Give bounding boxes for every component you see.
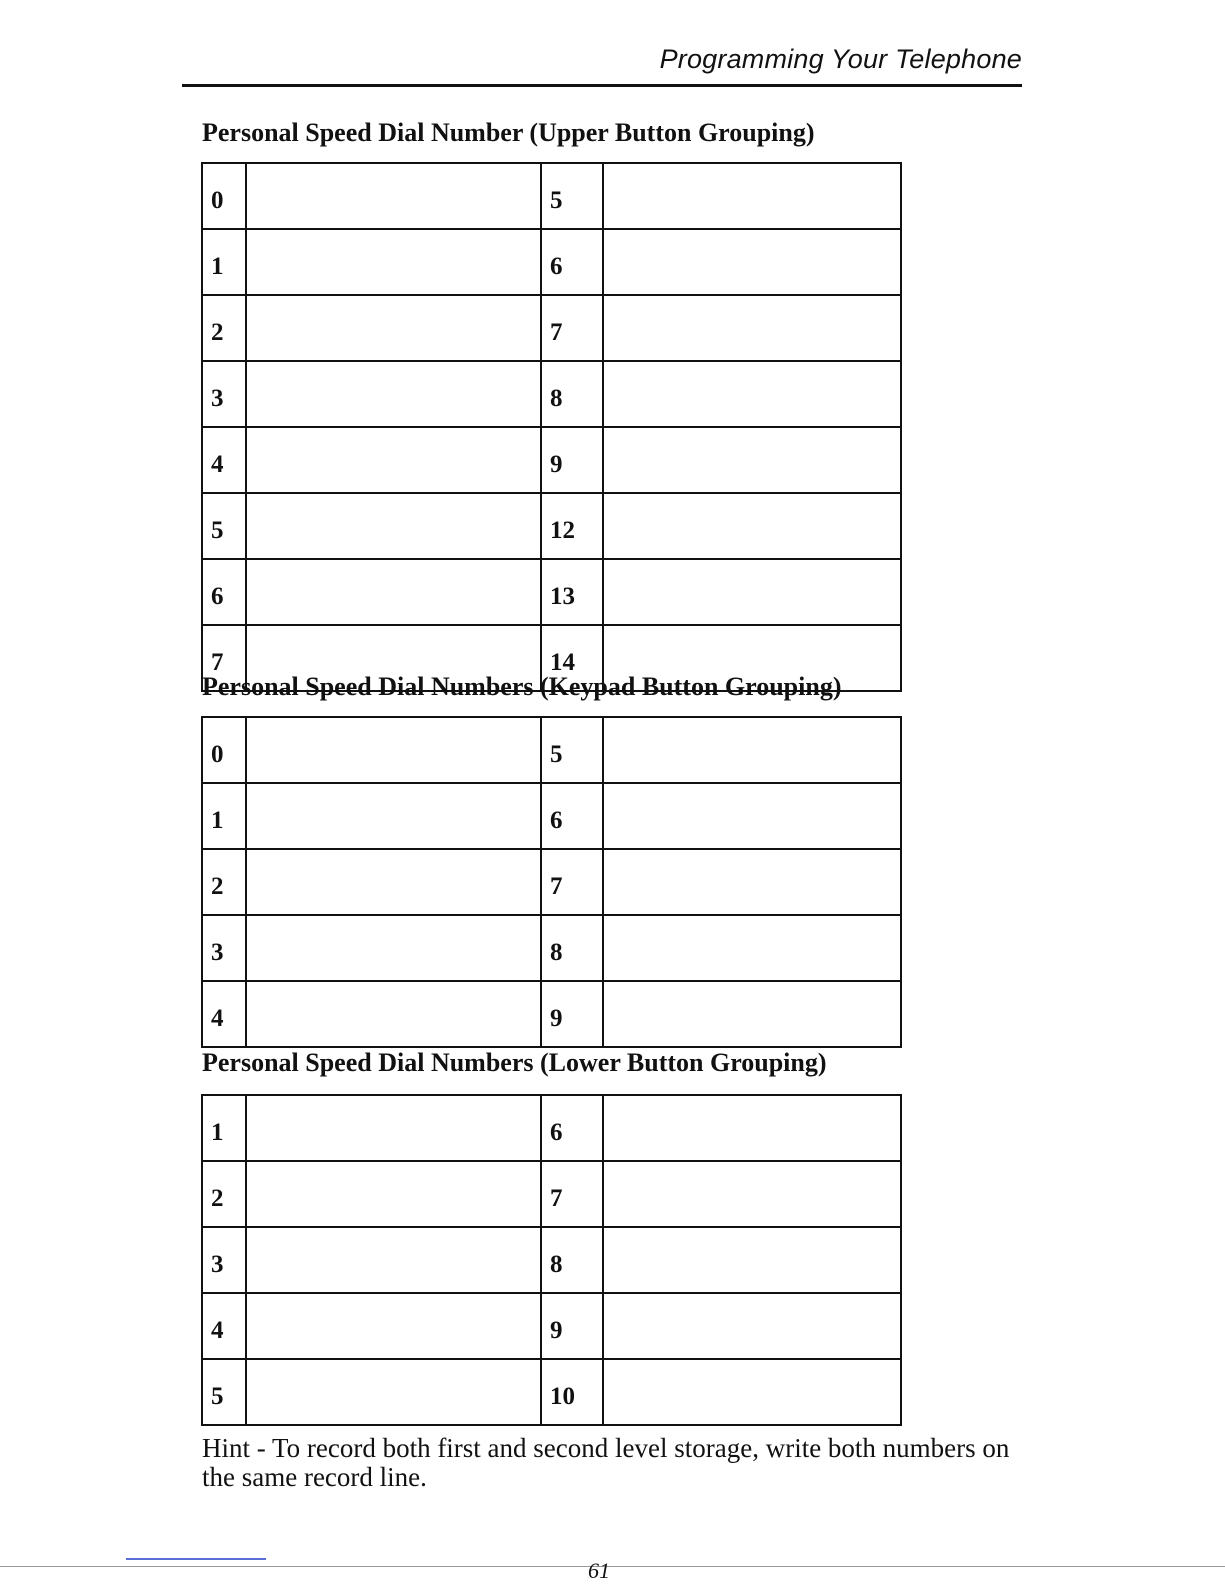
entry-field[interactable]: [603, 717, 901, 783]
header-rule: [182, 84, 1022, 87]
entry-field[interactable]: [603, 361, 901, 427]
slot-number: 7: [202, 625, 246, 691]
speed-dial-table-keypad: [201, 716, 902, 1048]
table-row: [202, 493, 901, 559]
entry-field[interactable]: [246, 559, 541, 625]
footer-rule: [0, 1566, 1225, 1567]
slot-number: 1: [202, 1095, 246, 1161]
entry-field[interactable]: [246, 717, 541, 783]
slot-number: 6: [541, 1095, 603, 1161]
slot-number: 4: [202, 981, 246, 1047]
entry-field[interactable]: [246, 1227, 541, 1293]
entry-field[interactable]: [246, 1161, 541, 1227]
slot-number: 0: [202, 717, 246, 783]
slot-number: 6: [202, 559, 246, 625]
slot-number: 8: [541, 361, 603, 427]
slot-number: 7: [541, 295, 603, 361]
slot-number: 5: [541, 163, 603, 229]
slot-number: 7: [541, 1161, 603, 1227]
entry-field[interactable]: [603, 295, 901, 361]
slot-number: 4: [202, 1293, 246, 1359]
table-row: [202, 229, 901, 295]
table-row: [202, 915, 901, 981]
slot-number: 8: [541, 915, 603, 981]
slot-number: 13: [541, 559, 603, 625]
table-row: [202, 1359, 901, 1425]
slot-number: 8: [541, 1227, 603, 1293]
table-row: [202, 717, 901, 783]
table-row: [202, 559, 901, 625]
slot-number: 2: [202, 1161, 246, 1227]
slot-number: 4: [202, 427, 246, 493]
entry-field[interactable]: [246, 229, 541, 295]
speed-dial-table-lower: [201, 1094, 902, 1426]
entry-field[interactable]: [603, 1359, 901, 1425]
entry-field[interactable]: [603, 493, 901, 559]
slot-number: 6: [541, 783, 603, 849]
section-heading-keypad: Personal Speed Dial Numbers (Keypad Button Grouping): [202, 672, 842, 701]
slot-number: 12: [541, 493, 603, 559]
slot-number: 2: [202, 849, 246, 915]
footer-rule-accent: [126, 1558, 266, 1560]
entry-field[interactable]: [246, 427, 541, 493]
slot-number: 5: [202, 1359, 246, 1425]
table-row: [202, 1161, 901, 1227]
slot-number: 10: [541, 1359, 603, 1425]
table-row: [202, 849, 901, 915]
table-row: [202, 295, 901, 361]
entry-field[interactable]: [603, 229, 901, 295]
entry-field[interactable]: [603, 559, 901, 625]
slot-number: 9: [541, 427, 603, 493]
entry-field[interactable]: [603, 427, 901, 493]
slot-number: 1: [202, 229, 246, 295]
table-row: [202, 1293, 901, 1359]
speed-dial-table-upper: [201, 162, 902, 692]
entry-field[interactable]: [603, 1293, 901, 1359]
slot-number: 6: [541, 229, 603, 295]
slot-number: 1: [202, 783, 246, 849]
entry-field[interactable]: [246, 849, 541, 915]
slot-number: 2: [202, 295, 246, 361]
entry-field[interactable]: [246, 295, 541, 361]
table-row: [202, 361, 901, 427]
entry-field[interactable]: [246, 1359, 541, 1425]
table-row: [202, 1095, 901, 1161]
slot-number: 5: [541, 717, 603, 783]
entry-field[interactable]: [603, 783, 901, 849]
entry-field[interactable]: [603, 849, 901, 915]
entry-field[interactable]: [603, 1161, 901, 1227]
entry-field[interactable]: [246, 915, 541, 981]
slot-number: 3: [202, 361, 246, 427]
slot-number: 0: [202, 163, 246, 229]
entry-field[interactable]: [603, 1095, 901, 1161]
entry-field[interactable]: [246, 361, 541, 427]
slot-number: 3: [202, 915, 246, 981]
section-heading-upper: Personal Speed Dial Number (Upper Button Grouping): [202, 118, 815, 147]
entry-field[interactable]: [246, 783, 541, 849]
section-heading-lower: Personal Speed Dial Numbers (Lower Button Grouping): [202, 1048, 827, 1077]
entry-field[interactable]: [603, 163, 901, 229]
entry-field[interactable]: [246, 1095, 541, 1161]
table-row: [202, 981, 901, 1047]
slot-number: 9: [541, 1293, 603, 1359]
table-row: [202, 427, 901, 493]
running-head: Programming Your Telephone: [659, 44, 1022, 74]
entry-field[interactable]: [246, 163, 541, 229]
table-row: [202, 1227, 901, 1293]
entry-field[interactable]: [246, 493, 541, 559]
entry-field[interactable]: [603, 1227, 901, 1293]
table-row: [202, 163, 901, 229]
page-number: 61: [588, 1558, 610, 1583]
slot-number: 5: [202, 493, 246, 559]
slot-number: 3: [202, 1227, 246, 1293]
entry-field[interactable]: [246, 981, 541, 1047]
hint-text: Hint - To record both first and second level storage, write both numbers on the same record line.: [202, 1433, 1010, 1492]
entry-field[interactable]: [603, 915, 901, 981]
slot-number: 7: [541, 849, 603, 915]
slot-number: 9: [541, 981, 603, 1047]
table-row: [202, 783, 901, 849]
entry-field[interactable]: [246, 1293, 541, 1359]
slot-number: 14: [541, 625, 603, 691]
entry-field[interactable]: [603, 981, 901, 1047]
